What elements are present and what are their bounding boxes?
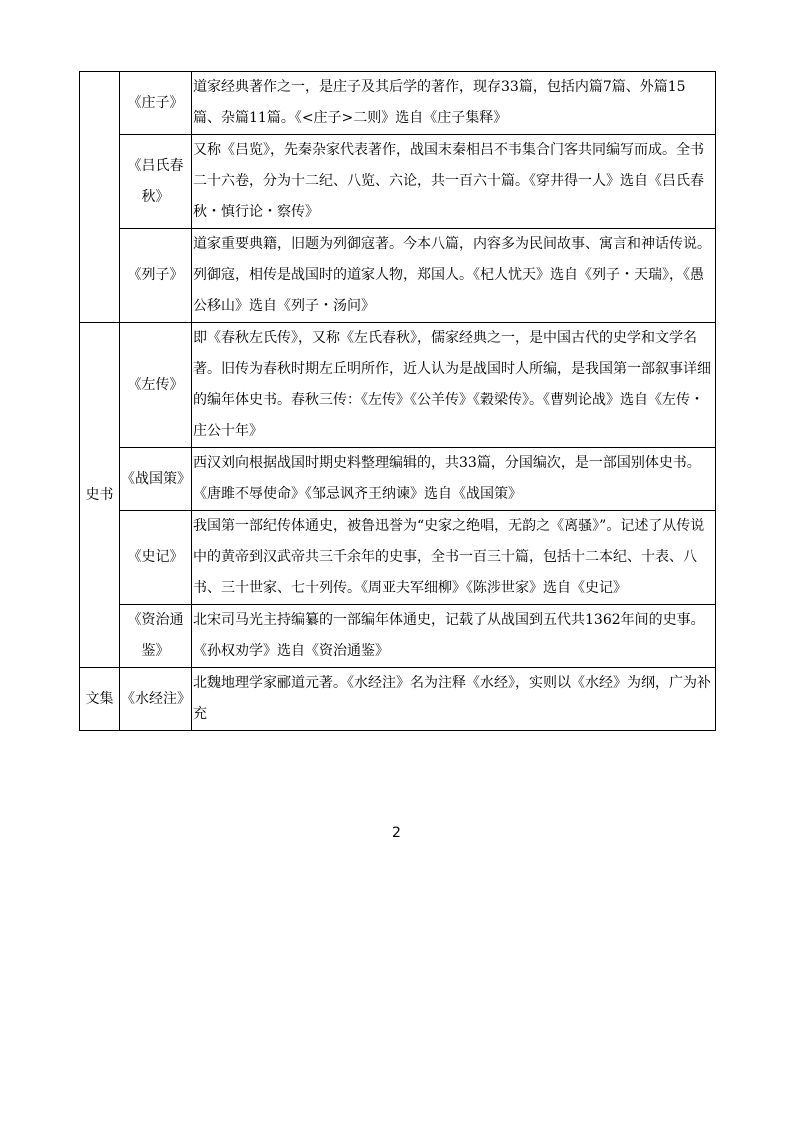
table-row xyxy=(80,605,716,668)
book-description: 又称《吕览》，先秦杂家代表著作，战国末秦相吕不韦集合门客共同编写而成。全书二十六卷，分为十二纪、八览、六论，共一百六十篇。《穿井得一人》选自《吕氏春秋・慎行论・察传》 xyxy=(192,135,716,229)
book-description: 即《春秋左氏传》，又称《左氏春秋》，儒家经典之一，是中国古代的史学和文学名著。旧传为春秋时期左丘明所作，近人认为是战国时人所编，是我国第一部叙事详细的编年体史书。春秋三传：《左传》《公羊传》《穀梁传》。《曹刿论战》选自《左传・庄公十年》 xyxy=(192,323,716,448)
category-cell: 文集 xyxy=(80,668,120,731)
book-title: 《史记》 xyxy=(120,511,192,605)
book-title: 《左传》 xyxy=(120,323,192,448)
book-description: 西汉刘向根据战国时期史料整理编辑的，共33篇，分国编次，是一部国别体史书。《唐雎不辱使命》《邹忌讽齐王纳谏》选自《战国策》 xyxy=(192,448,716,511)
book-title: 《战国策》 xyxy=(120,448,192,511)
book-title: 《资治通鉴》 xyxy=(120,605,192,668)
book-description: 我国第一部纪传体通史，被鲁迅誉为“史家之绝唱，无韵之《离骚》”。记述了从传说中的黄帝到汉武帝共三千余年的史事，全书一百三十篇，包括十二本纪、十表、八书、三十世家、七十列传。《周亚夫军细柳》《陈涉世家》选自《史记》 xyxy=(192,511,716,605)
table-row xyxy=(80,229,716,323)
table-row xyxy=(80,448,716,511)
book-description: 北魏地理学家郦道元著。《水经注》名为注释《水经》，实则以《水经》为纲，广为补充 xyxy=(192,668,716,731)
category-cell: 史书 xyxy=(80,323,120,668)
book-title: 《庄子》 xyxy=(120,72,192,135)
literature-table xyxy=(79,71,716,731)
book-description: 道家重要典籍，旧题为列御寇著。今本八篇，内容多为民间故事、寓言和神话传说。列御寇，相传是战国时的道家人物，郑国人。《杞人忧天》选自《列子・天瑞》，《愚公移山》选自《列子・汤问》 xyxy=(192,229,716,323)
book-title: 《吕氏春秋》 xyxy=(120,135,192,229)
book-description: 北宋司马光主持编纂的一部编年体通史，记载了从战国到五代共1362年间的史事。《孙权劝学》选自《资治通鉴》 xyxy=(192,605,716,668)
table-row xyxy=(80,72,716,135)
table-row xyxy=(80,135,716,229)
page-number: 2 xyxy=(392,825,401,841)
category-cell xyxy=(80,72,120,323)
table-row xyxy=(80,511,716,605)
book-title: 《水经注》 xyxy=(120,668,192,731)
book-description: 道家经典著作之一，是庄子及其后学的著作，现存33篇，包括内篇7篇、外篇15 篇、杂篇11篇。《<庄子>二则》选自《庄子集释》 xyxy=(192,72,716,135)
book-title: 《列子》 xyxy=(120,229,192,323)
table-row xyxy=(80,323,716,448)
table-row xyxy=(80,668,716,731)
